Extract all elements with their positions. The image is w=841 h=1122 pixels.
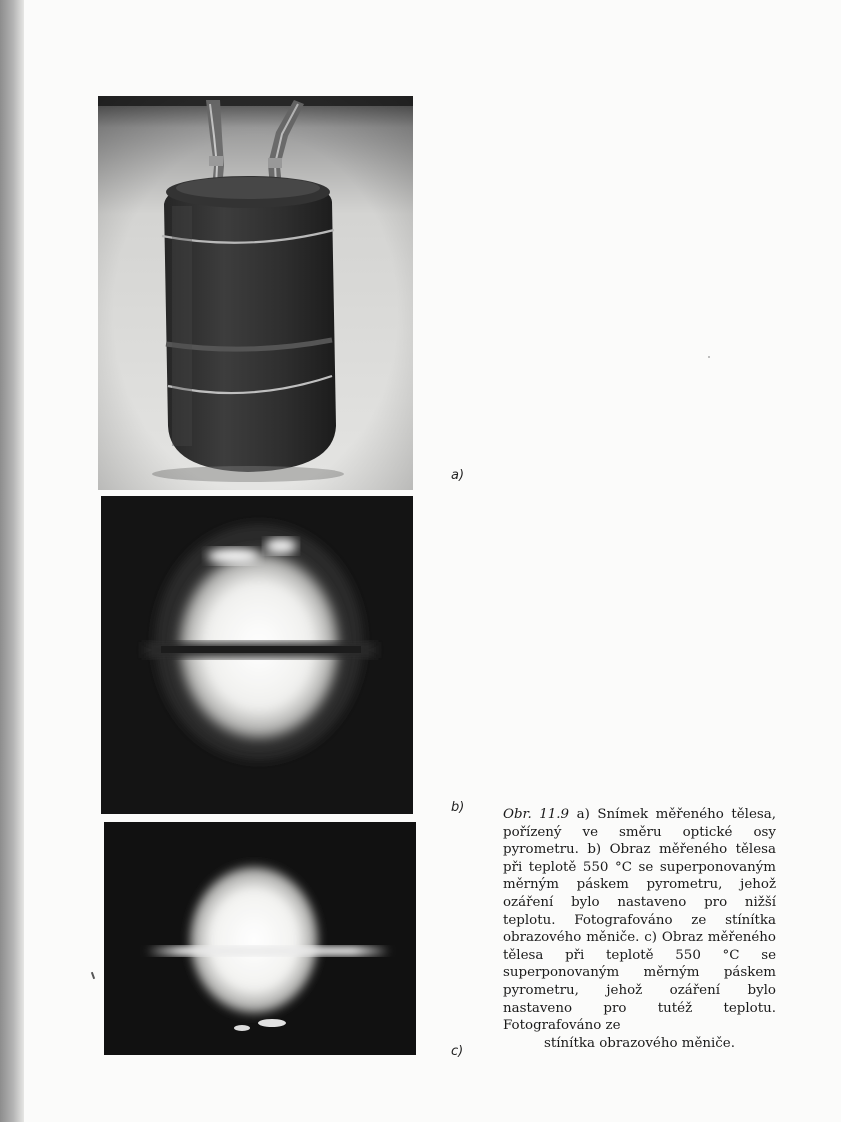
caption-text: a) Snímek měřeného tělesa, pořízený ve směru optické osy pyrometru. b) Obraz měřeného tělesa při teplotě 550 °C se superponovaným měrným páskem pyrometru, jehož ozáření bylo nastaveno pro nižší teplotu. Fotografováno ze stínítka obrazového měniče. c) Obraz měřeného tělesa při teplotě 550 °C se superponovaným měrným páskem pyrometru, jehož ozáření bylo nastaveno pro tutéž teplotu. Fotografováno ze — [503, 807, 776, 1034]
photo-b-glowing-body-darker-strip — [101, 496, 413, 814]
panel-label-b: b) — [451, 800, 465, 815]
photo-c-glowing-body-matched-strip — [104, 822, 416, 1055]
photo-a-measured-body — [98, 96, 413, 490]
panel-label-a: a) — [451, 468, 465, 483]
caption-last-line: stínítka obrazového měniče. — [544, 1035, 735, 1051]
stray-mark — [91, 972, 95, 979]
panel-label-c: c) — [451, 1044, 464, 1059]
paper-speck — [708, 356, 710, 358]
figure-caption — [503, 806, 776, 1052]
figure-number: Obr. 11.9 — [503, 807, 570, 822]
book-spine-shadow — [0, 0, 24, 1122]
